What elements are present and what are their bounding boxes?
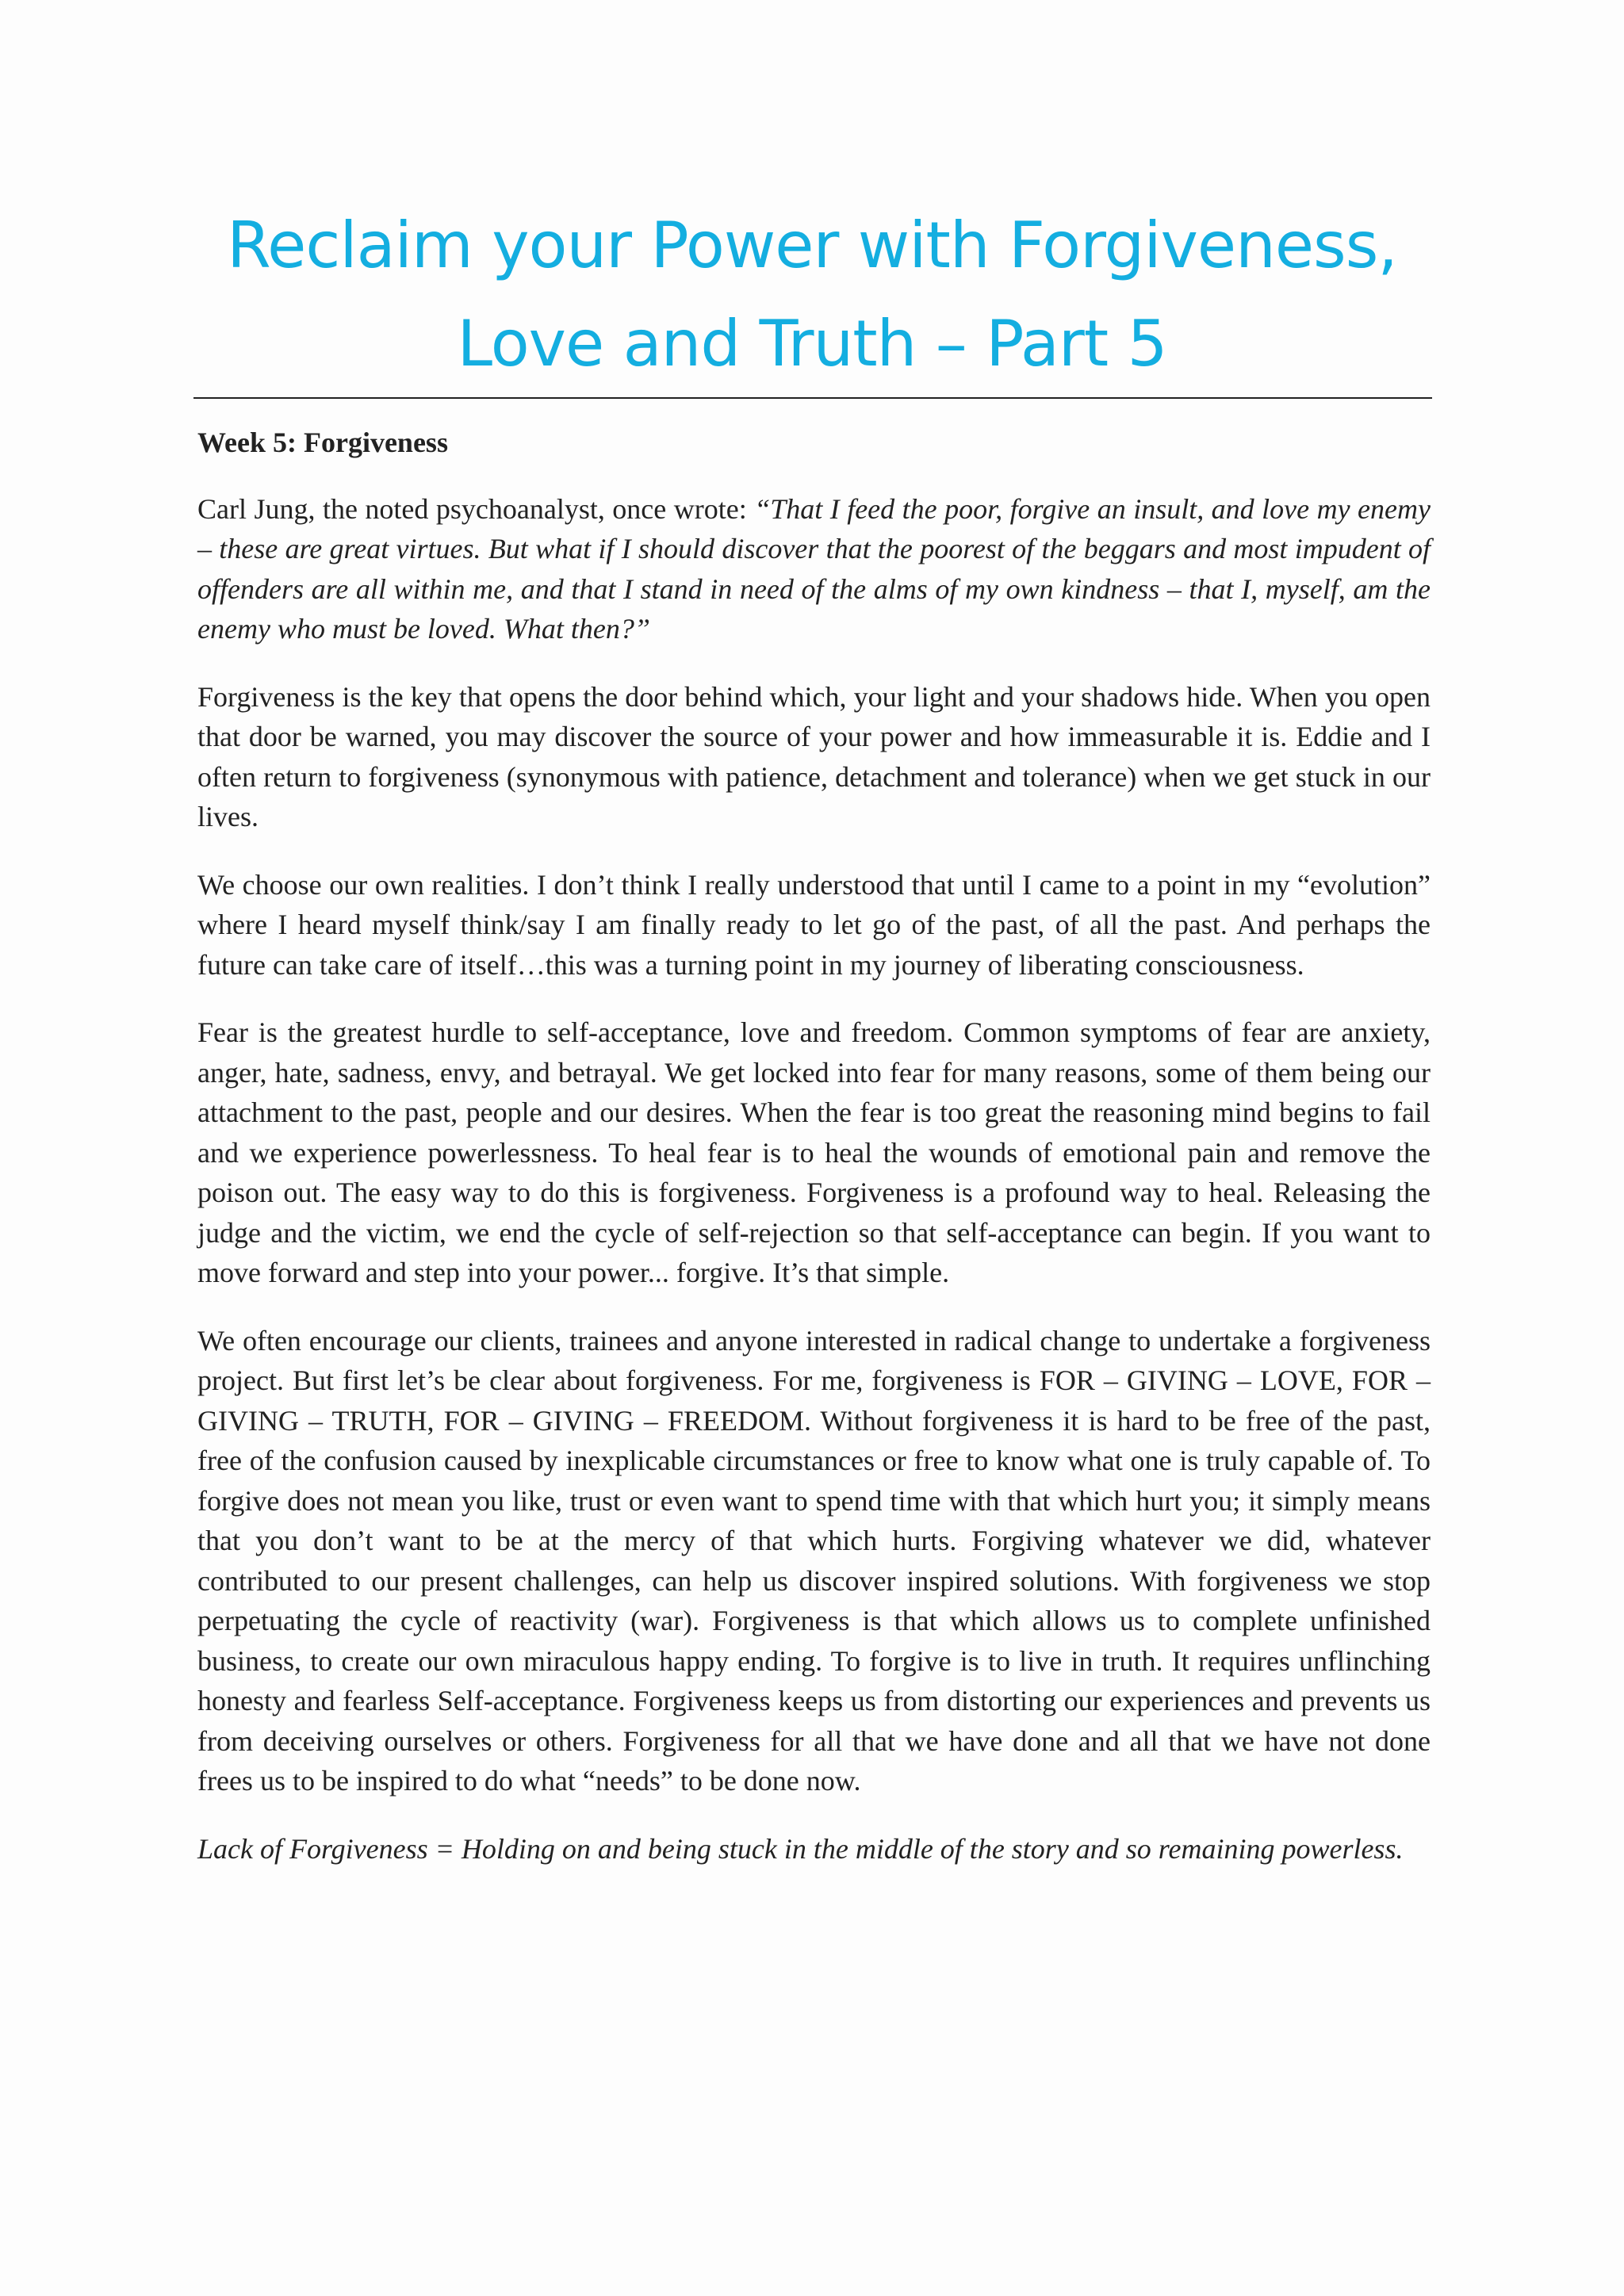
title-line-1: Reclaim your Power with Forgiveness, bbox=[227, 209, 1397, 282]
section-heading: Week 5: Forgiveness bbox=[197, 427, 448, 458]
paragraph-realities: We choose our own realities. I don’t think I really understood that until I came to a point in my “evolution” where I heard myself think/say I am finally ready to let go of the past, of all the past. And perhaps the future can take care of itself…this was a turning point in my journey of liberating consciousness. bbox=[197, 868, 1431, 981]
paragraph-key: Forgiveness is the key that opens the door behind which, your light and your shadows hide. When you open that door be warned, you may discover the source of your power and how immeasurable it is. Eddie and I often return to forgiveness (synonymous with patience, detachment and tolerance) when we get stuck in our lives. bbox=[197, 680, 1431, 832]
quote-intro: Carl Jung, the noted psychoanalyst, once wrote: bbox=[197, 492, 755, 525]
page-title bbox=[193, 197, 1431, 393]
paragraph-forgiveness-project: We often encourage our clients, trainees and anyone interested in radical change to undertake a forgiveness project. But first let’s be clear about forgiveness. For me, forgiveness is FOR – GIVING – LOVE, FOR – GIVING – TRUTH, FOR – GIVING – FREEDOM. Without forgiveness it is hard to be free of the past, free of the confusion caused by inexplicable circumstances or free to know what one is truly capable of. To forgive does not mean you like, trust or even want to spend time with that which hurt you; it simply means that you don’t want to be at the mercy of that which hurts. Forgiving whatever we did, whatever contributed to our present challenges, can help us discover inspired solutions. With forgiveness we stop perpetuating the cycle of reactivity (war). Forgiveness is that which allows us to complete unfinished business, to create our own miraculous happy ending. To forgive is to live in truth. It requires unflinching honesty and fearless Self-acceptance. Forgiveness keeps us from distorting our experiences and prevents us from deceiving ourselves or others. Forgiveness for all that we have done and all that we have not done frees us to be inspired to do what “needs” to be done now. bbox=[197, 1324, 1431, 1797]
title-divider bbox=[193, 397, 1432, 399]
title-line-2: Love and Truth – Part 5 bbox=[457, 307, 1167, 381]
jung-quote: “That I feed the poor, forgive an insult, and love my enemy – these are great virtues. But what if I should discover that the poorest of the beggars and most impudent of offenders are all within me, and that I stand in need of the alms of my own kindness – that I, myself, am the enemy who must be loved. What then?” bbox=[197, 492, 1431, 645]
paragraph-fear: Fear is the greatest hurdle to self-acceptance, love and freedom. Common symptoms of fear are anxiety, anger, hate, sadness, envy, and betrayal. We get locked into fear for many reasons, some of them being our attachment to the past, people and our desires. When the fear is too great the reasoning mind begins to fail and we experience powerlessness. To heal fear is to heal the wounds of emotional pain and remove the poison out. The easy way to do this is forgiveness. Forgiveness is a profound way to heal. Releasing the judge and the victim, we end the cycle of self-rejection so that self-acceptance can begin. If you want to move forward and step into your power... forgive. It’s that simple. bbox=[197, 1016, 1431, 1288]
document-body bbox=[197, 423, 1431, 1896]
paragraph-jung-quote bbox=[197, 489, 1431, 649]
paragraph-lack-of-forgiveness: Lack of Forgiveness = Holding on and being stuck in the middle of the story and so remaining powerless. bbox=[197, 1832, 1404, 1865]
